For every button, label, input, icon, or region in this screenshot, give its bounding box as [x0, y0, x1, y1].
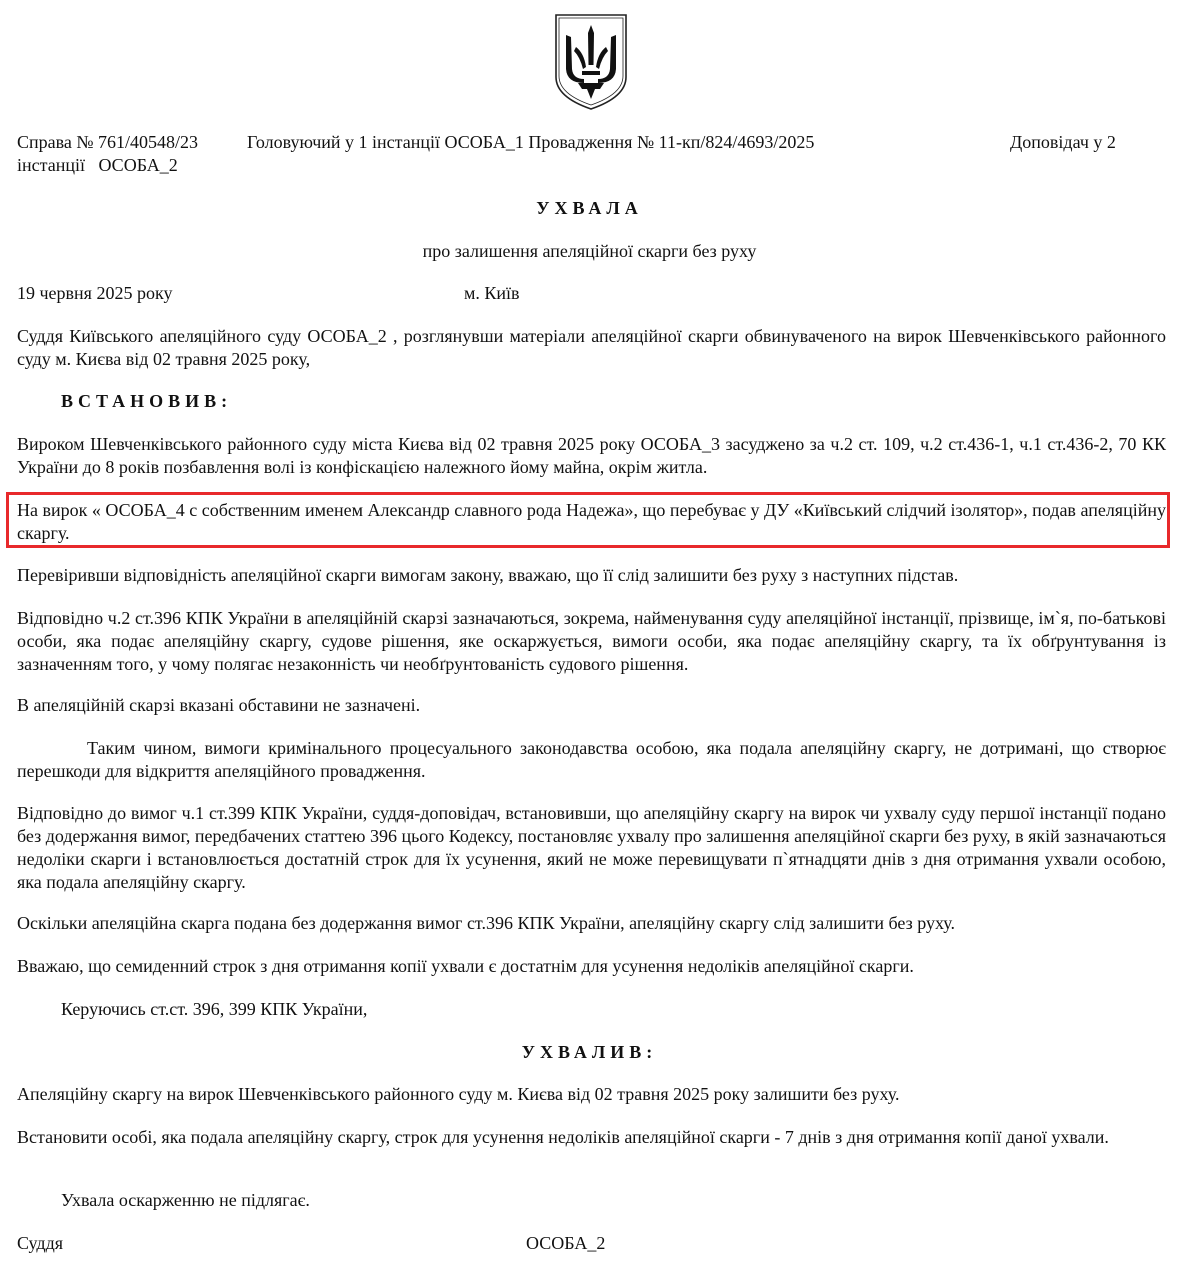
decision-term-paragraph: Встановити особі, яка подала апеляційну скаргу, строк для усунення недоліків апеляційної скарги - 7 днів з дня отримання копії даної ухвали.: [17, 1127, 1109, 1147]
decided-heading: УХВАЛИВ:: [521, 1042, 658, 1062]
thus-paragraph: Таким чином, вимоги кримінального процесуального законодавства особою, яка подала апеляційну скаргу, не дотримані, що створює перешкоди для відкриття апеляційного провадження.: [17, 738, 1166, 781]
reporter-label: Доповідач у 2: [1010, 132, 1116, 152]
trident-coat-of-arms-icon: [554, 13, 628, 111]
decision-leave-paragraph: Апеляційну скаргу на вирок Шевченківського районного суду м. Києва від 02 травня 2025 року залишити без руху.: [17, 1084, 900, 1104]
guided-line: Керуючись ст.ст. 396, 399 КПК України,: [61, 999, 368, 1019]
document-city: м. Київ: [464, 283, 520, 303]
article-396-paragraph: Відповідно ч.2 ст.396 КПК України в апеляційній скарзі зазначаються, зокрема, найменування суду апеляційної інстанції, прізвище, ім`я, по-батькові особи, яка подає апеляційну скаргу, судове рішення, яке оскаржується, вимоги особи, яка подає апеляційну скаргу, та їх обґрунтування із зазначенням того, у чому полягає незаконність чи необґрунтованість судового рішення.: [17, 608, 1166, 674]
document-title: УХВАЛА: [536, 198, 643, 218]
verdict-paragraph: Вироком Шевченківського районного суду міста Києва від 02 травня 2025 року ОСОБА_3 засуджено за ч.2 ст. 109, ч.2 ст.436-1, ч.1 ст.436-2, 70 КК України до 8 років позбавлення волі із конфіскацією належного йому майна, окрім житла.: [17, 434, 1166, 477]
first-instance-info: Головуючий у 1 інстанції ОСОБА_1 Провадження № 11-кп/824/4693/2025: [247, 132, 815, 152]
established-heading: ВСТАНОВИВ:: [61, 391, 233, 411]
case-number: Справа № 761/40548/23: [17, 132, 199, 152]
document-date: 19 червня 2025 року: [17, 283, 173, 303]
not-stated-paragraph: В апеляційній скарзі вказані обставини не зазначені.: [17, 695, 421, 715]
decision-final-line: Ухвала оскарженню не підлягає.: [61, 1190, 310, 1210]
checked-paragraph: Перевіривши відповідність апеляційної скарги вимогам закону, вважаю, що її слід залишити без руху з наступних підстав.: [17, 565, 959, 585]
reporter-instance: інстанції ОСОБА_2: [17, 155, 178, 175]
signature-name: ОСОБА_2: [526, 1233, 606, 1253]
intro-paragraph: Суддя Київського апеляційного суду ОСОБА_2 , розглянувши матеріали апеляційної скарги обвинуваченого на вирок Шевченківського районного суду м. Києва від 02 травня 2025 року,: [17, 326, 1166, 369]
document-subtitle: про залишення апеляційної скарги без руху: [422, 241, 757, 261]
since-paragraph: Оскільки апеляційна скарга подана без додержання вимог ст.396 КПК України, апеляційну скаргу слід залишити без руху.: [17, 913, 955, 933]
signature-label: Суддя: [17, 1233, 64, 1253]
consider-paragraph: Вважаю, що семиденний строк з дня отримання копії ухвали є достатнім для усунення недоліків апеляційної скарги.: [17, 956, 914, 976]
appeal-paragraph: На вирок « ОСОБА_4 с собственним именем Александр славного рода Надежа», що перебуває у ДУ «Київський слідчий ізолятор», подав апеляційну скаргу.: [17, 500, 1166, 543]
article-399-paragraph: Відповідно до вимог ч.1 ст.399 КПК України, суддя-доповідач, встановивши, що апеляційну скаргу на вирок чи ухвалу суду першої інстанції подано без додержання вимог, передбачених статтею 396 цього Кодексу, постановляє ухвалу про залишення апеляційної скарги без руху, в якій зазначаються недоліки скарги і встановлюється достатній строк для їх усунення, який не може перевищувати п`ятнадцяти днів з дня отримання ухвали особою, яка подала апеляційну скаргу.: [17, 803, 1166, 892]
